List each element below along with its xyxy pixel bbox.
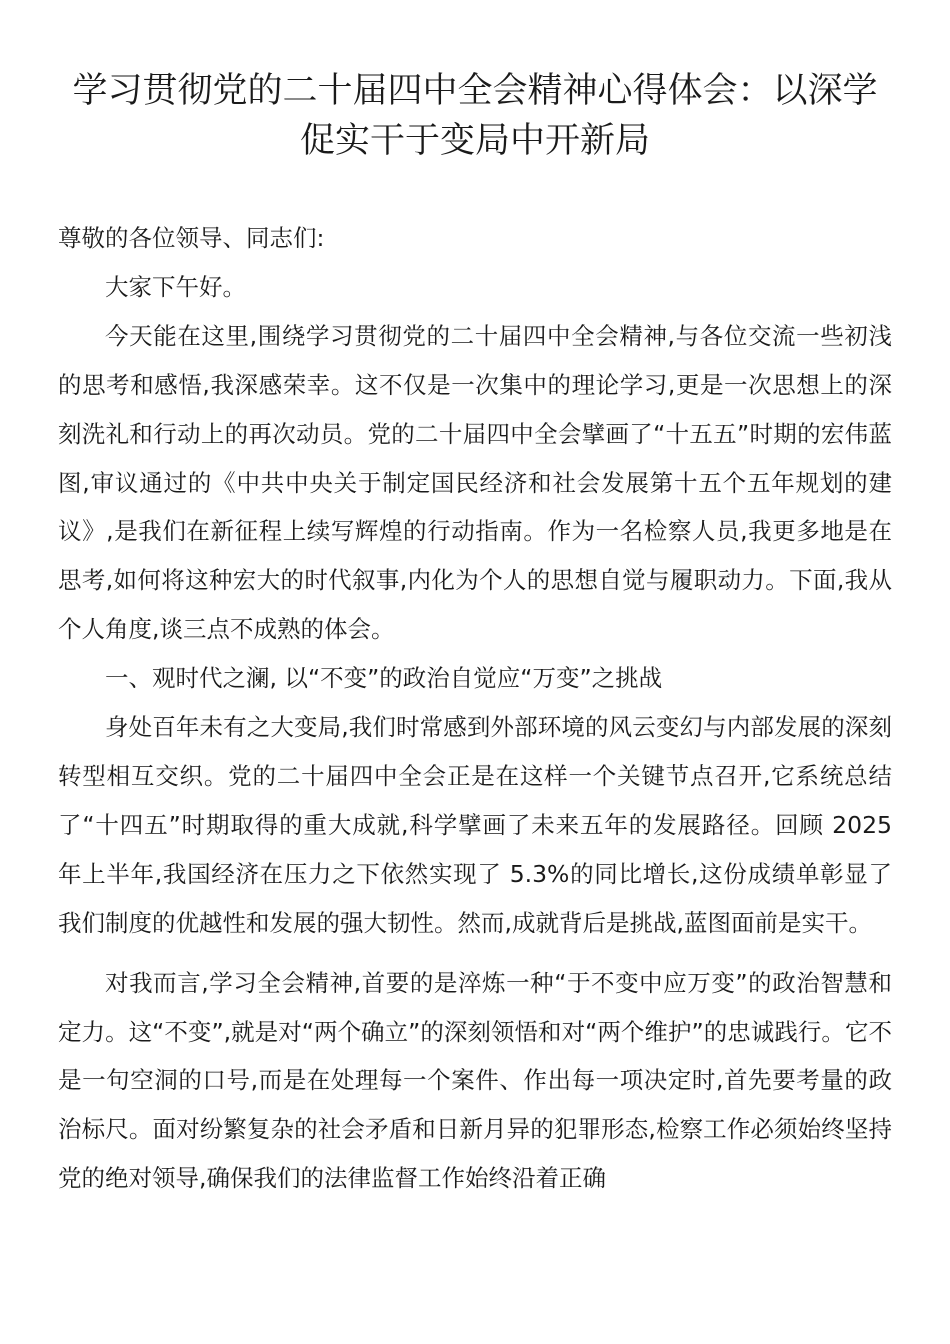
- salutation: 尊敬的各位领导、同志们:: [58, 224, 325, 252]
- body-paragraph-intro: 今天能在这里,围绕学习贯彻党的二十届四中全会精神,与各位交流一些初浅的思考和感悟,我深感荣幸。这不仅是一次集中的理论学习,更是一次思想上的深刻洗礼和行动上的再次动员。党的二十届四中全会擘画了“十五五”时期的宏伟蓝图,审议通过的《中共中央关于制定国民经济和社会发展第十五个五年规划的建议》,是我们在新征程上续写辉煌的行动指南。作为一名检察人员,我更多地是在思考,如何将这种宏大的时代叙事,内化为个人的思想自觉与履职动力。下面,我从个人角度,谈三点不成熟的体会。: [58, 321, 892, 644]
- body-paragraph-context: 身处百年未有之大变局,我们时常感到外部环境的风云变幻与内部发展的深刻转型相互交织。党的二十届四中全会正是在这样一个关键节点召开,它系统总结了“十四五”时期取得的重大成就,科学擘画了未来五年的发展路径。回顾 2025 年上半年,我国经济在压力之下依然实现了 5.3%的同比增长,这份成绩单彰显了我们制度的优越性和发展的强大韧性。然而,成就背后是挑战,蓝图面前是实干。: [58, 713, 892, 937]
- body-paragraph-political-wisdom: 对我而言,学习全会精神,首要的是淬炼一种“于不变中应万变”的政治智慧和定力。这“不变”,就是对“两个确立”的深刻领悟和对“两个维护”的忠诚践行。它不是一句空洞的口号,而是在处理每一个案件、作出每一项决定时,首先要考量的政治标尺。面对纷繁复杂的社会矛盾和日新月异的犯罪形态,检察工作必须始终坚持党的绝对领导,确保我们的法律监督工作始终沿着正确: [58, 968, 892, 1193]
- greeting: 大家下午好。: [105, 272, 246, 301]
- section-heading-1: 一、观时代之澜, 以“不变”的政治自觉应“万变”之挑战: [105, 664, 663, 693]
- document-title: 学习贯彻党的二十届四中全会精神心得体会：以深学促实干于变局中开新局: [72, 71, 878, 161]
- document-body: [58, 214, 892, 1203]
